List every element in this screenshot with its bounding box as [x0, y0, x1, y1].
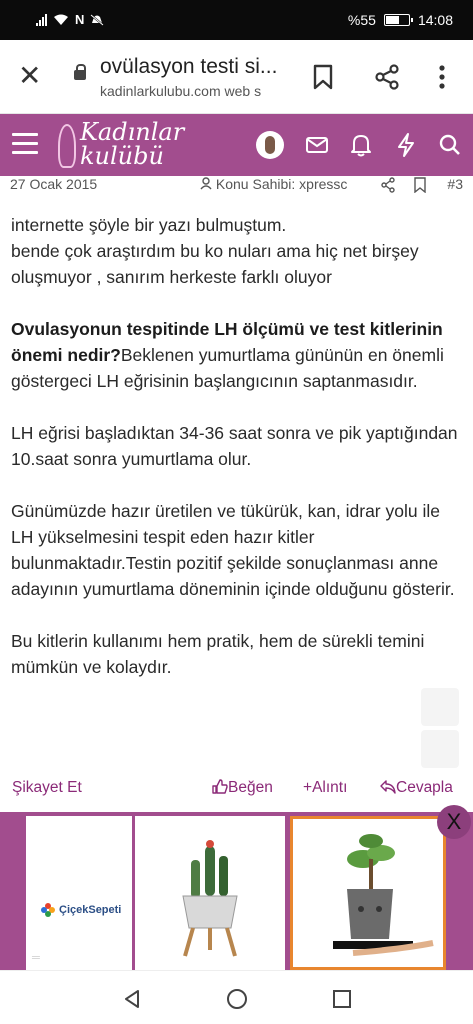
home-icon[interactable] [226, 988, 248, 1010]
thread-owner [200, 176, 347, 192]
mail-icon[interactable] [306, 132, 328, 158]
post-date[interactable]: 27 Ocak 2015 [10, 176, 98, 192]
post-bookmark-icon[interactable] [413, 177, 427, 193]
reply-button[interactable] [380, 779, 453, 797]
back-icon[interactable] [122, 989, 142, 1009]
status-right [348, 12, 453, 28]
flower-icon [40, 902, 56, 918]
post-paragraph-4: Günümüzde hazır üretilen ve tükürük, kan, idrar yolu ile LH yükselmesini tespit eden hazır kitler bulunmaktadır.Testin pozitif şekilde sonuçlanması anne adayının yumurtlama döneminin içinde olduğunu gösterir. [11, 501, 455, 599]
battery-icon [384, 14, 410, 26]
site-logo[interactable] [54, 120, 184, 168]
report-link[interactable]: Şikayet Et [12, 779, 82, 796]
ad-banner[interactable] [0, 812, 473, 970]
post-meta [0, 176, 473, 196]
ad-menu-icon[interactable]: ═ [32, 952, 40, 964]
ad-product-2[interactable] [290, 816, 446, 970]
post-paragraph-2 [11, 316, 463, 394]
status-left-icons [36, 12, 104, 27]
post-actions [0, 779, 473, 801]
battery-percent: %55 [347, 12, 376, 28]
share-icon[interactable] [374, 64, 400, 90]
wifi-icon [53, 14, 69, 26]
p2-heading: Ovulasyonun tespitinde LH ölçümü ve test kitlerinin önemi nedir? [11, 319, 443, 365]
post-paragraph-1 [11, 212, 463, 290]
user-icon [200, 177, 212, 190]
p2-text: Beklenen yumurtlama gününün en önemli göstergeci LH eğrisinin başlangıcının saptanmasıdır. [11, 345, 444, 391]
post-number[interactable]: #3 [447, 176, 463, 192]
browser-toolbar [0, 40, 473, 114]
thumbs-up-icon [212, 779, 228, 794]
logo-line1: Kadınlar [80, 118, 185, 146]
ad-brand-name: ÇiçekSepeti [59, 904, 122, 916]
ad-product-1[interactable] [135, 816, 285, 970]
logo-line2: kulübü [80, 142, 164, 170]
more-icon[interactable] [438, 64, 446, 90]
lock-icon [74, 70, 86, 80]
close-icon[interactable]: ✕ [18, 60, 42, 91]
like-label: Beğen [228, 779, 273, 796]
ad-brand-card[interactable] [26, 816, 132, 970]
quote-button[interactable]: + Alıntı [303, 779, 348, 796]
scroll-down-button[interactable] [421, 730, 459, 768]
ad-brand [40, 902, 121, 918]
menu-icon[interactable] [12, 133, 38, 160]
page-domain[interactable]: kadinlarkulubu.com web s [100, 83, 262, 99]
mute-icon [90, 14, 104, 26]
bell-icon[interactable] [350, 132, 372, 158]
post-body [11, 212, 463, 706]
post-paragraph-5: Bu kitlerin kullanımı hem pratik, hem de sürekli temini mümkün ve kolaydır. [11, 631, 425, 677]
scroll-buttons [421, 688, 459, 772]
post-paragraph-3: LH eğrisi başladıktan 34-36 saat sonra ve pik yaptığından 10.saat sonra yumurtlama olur. [11, 423, 458, 469]
thread-owner-label: Konu Sahibi: xpressc [215, 176, 348, 192]
clock: 14:08 [417, 12, 453, 28]
system-nav-bar [0, 970, 473, 1024]
succulent-pot-image [293, 819, 443, 967]
status-bar [0, 0, 473, 40]
post-share-icon[interactable] [380, 177, 396, 193]
quote-label: Alıntı [312, 779, 348, 796]
scroll-up-button[interactable] [421, 688, 459, 726]
search-icon[interactable] [438, 132, 462, 158]
like-button[interactable] [212, 779, 273, 797]
reply-label: Cevapla [396, 779, 453, 796]
signal-icon [36, 14, 47, 26]
nfc-icon: N [75, 12, 85, 27]
bookmark-icon[interactable] [312, 64, 334, 90]
ribbon-icon [58, 124, 76, 168]
flash-icon[interactable] [396, 132, 416, 158]
cactus-pot-image [135, 816, 285, 966]
recents-icon[interactable] [332, 989, 352, 1009]
ad-close-button[interactable]: X [437, 805, 471, 839]
p1-line2: bende çok araştırdım bu ko nuları ama hiç net birşey oluşmuyor , sanırım herkeste farklı oluyor [11, 241, 419, 287]
avatar[interactable] [256, 131, 284, 159]
p1-line1: internette şöyle bir yazı bulmuştum. [11, 215, 287, 235]
reply-icon [380, 780, 396, 794]
page-title[interactable]: ovülasyon testi si... [100, 55, 278, 78]
